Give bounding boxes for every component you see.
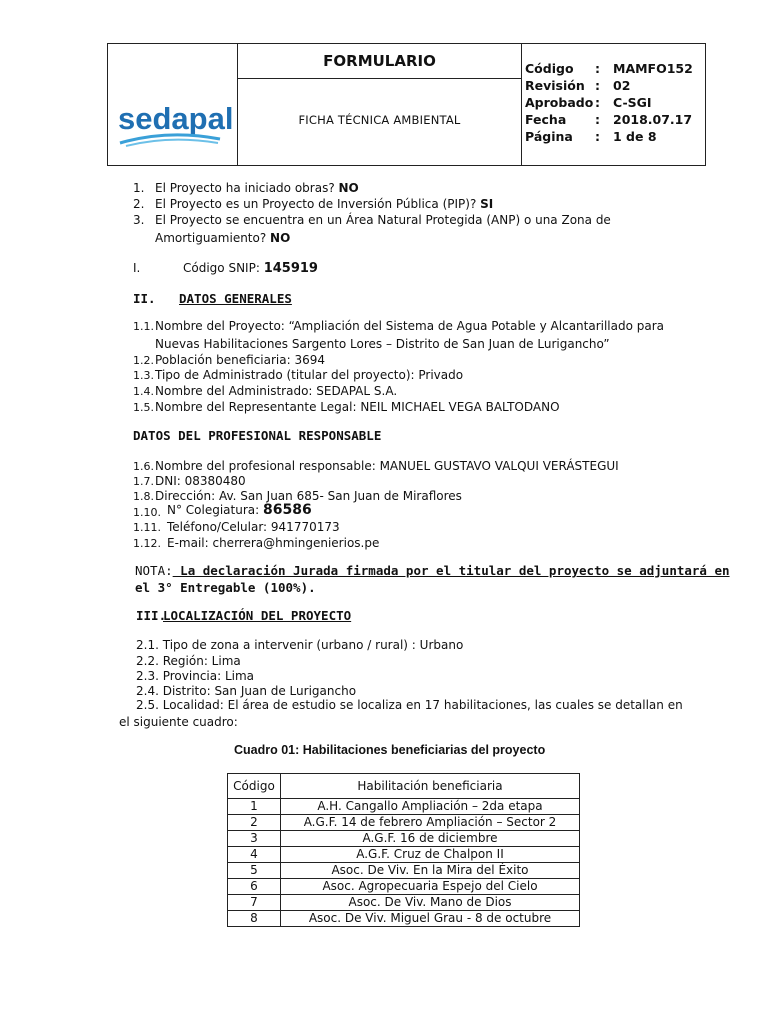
logo-swoosh-icon	[118, 131, 223, 147]
item-1-3-num: 1.3.	[133, 369, 154, 382]
table-cell-code: 2	[228, 815, 281, 831]
table-cell-name: A.G.F. 16 de diciembre	[281, 831, 580, 847]
table-row	[228, 847, 580, 863]
question-1-text: El Proyecto ha iniciado obras? NO	[155, 181, 359, 195]
question-2-text: El Proyecto es un Proyecto de Inversión Pública (PIP)? SI	[155, 197, 494, 211]
item-2-1: 2.1. Tipo de zona a intervenir (urbano / rural) : Urbano	[136, 638, 464, 652]
snip-line: Código SNIP: 145919	[183, 261, 318, 276]
cuadro-caption: Cuadro 01: Habilitaciones beneficiarias del proyecto	[234, 743, 546, 757]
table-row	[228, 911, 580, 927]
sedapal-logo: sedapal	[118, 101, 234, 136]
table-cell-code: 6	[228, 879, 281, 895]
question-3: 3.	[133, 213, 145, 227]
table-cell-code: 7	[228, 895, 281, 911]
table-cell-code: 4	[228, 847, 281, 863]
item-1-2-num: 1.2.	[133, 354, 154, 367]
table-row	[228, 863, 580, 879]
table-header-habilitacion: Habilitación beneficiaria	[281, 774, 580, 799]
table-header-row	[228, 774, 580, 799]
item-2-2: 2.2. Región: Lima	[136, 654, 241, 668]
item-2-5-cont: el siguiente cuadro:	[119, 715, 238, 729]
item-1-6-text: Nombre del profesional responsable: MANUEL GUSTAVO VALQUI VERÁSTEGUI	[155, 459, 619, 473]
table-row	[228, 831, 580, 847]
item-2-3: 2.3. Provincia: Lima	[136, 669, 255, 683]
nota-line1: NOTA: La declaración Jurada firmada por el titular del proyecto se adjuntará en	[135, 563, 730, 578]
table-cell-name: Asoc. Agropecuaria Espejo del Cielo	[281, 879, 580, 895]
item-1-12-text: E-mail: cherrera@hmingenierios.pe	[167, 536, 380, 550]
item-1-6-num: 1.6.	[133, 460, 154, 473]
question-1: 1.	[133, 181, 145, 195]
item-1-10-text: N° Colegiatura: 86586	[167, 502, 312, 518]
item-2-4: 2.4. Distrito: San Juan de Lurigancho	[136, 684, 357, 698]
table-cell-name: A.H. Cangallo Ampliación – 2da etapa	[281, 799, 580, 815]
item-1-4-num: 1.4.	[133, 385, 154, 398]
item-1-5-num: 1.5.	[133, 401, 154, 414]
item-1-2-text: Población beneficiaria: 3694	[155, 353, 325, 367]
item-1-4-text: Nombre del Administrado: SEDAPAL S.A.	[155, 384, 398, 398]
table-cell-name: Asoc. De Viv. Miguel Grau - 8 de octubre	[281, 911, 580, 927]
section-iii-num: III.	[136, 608, 167, 623]
table-cell-code: 3	[228, 831, 281, 847]
item-1-12-num: 1.12.	[133, 537, 161, 550]
item-1-1-text: Nombre del Proyecto: “Ampliación del Sistema de Agua Potable y Alcantarillado para	[155, 319, 665, 333]
profesional-title: DATOS DEL PROFESIONAL RESPONSABLE	[133, 428, 382, 443]
table-row	[228, 815, 580, 831]
form-subtitle: FICHA TÉCNICA AMBIENTAL	[298, 113, 461, 127]
item-1-3-text: Tipo de Administrado (titular del proyecto): Privado	[155, 368, 464, 382]
form-title: FORMULARIO	[323, 52, 436, 70]
item-1-8-text: Dirección: Av. San Juan 685- San Juan de Miraflores	[155, 489, 462, 503]
question-2: 2.	[133, 197, 145, 211]
snip-num: I.	[133, 261, 141, 275]
nota-line2: el 3° Entregable (100%).	[135, 580, 316, 595]
item-1-1-text-cont: Nuevas Habilitaciones Sargento Lores – Distrito de San Juan de Lurigancho”	[155, 337, 610, 351]
section-iii-title: LOCALIZACIÓN DEL PROYECTO	[163, 608, 352, 623]
item-1-11-text: Teléfono/Celular: 941770173	[167, 520, 340, 534]
section-ii-num: II.	[133, 291, 156, 306]
habilitaciones-table	[227, 773, 580, 927]
table-cell-name: Asoc. De Viv. Mano de Dios	[281, 895, 580, 911]
section-ii-title: DATOS GENERALES	[179, 291, 292, 306]
item-1-10-num: 1.10.	[133, 506, 161, 519]
table-row	[228, 879, 580, 895]
item-1-11-num: 1.11.	[133, 521, 161, 534]
table-cell-code: 1	[228, 799, 281, 815]
table-row	[228, 799, 580, 815]
item-1-8-num: 1.8.	[133, 490, 154, 503]
question-3-text-cont: Amortiguamiento? NO	[155, 231, 291, 245]
table-cell-code: 8	[228, 911, 281, 927]
item-1-7-text: DNI: 08380480	[155, 474, 246, 488]
table-cell-code: 5	[228, 863, 281, 879]
question-3-text: El Proyecto se encuentra en un Área Natural Protegida (ANP) o una Zona de	[155, 213, 611, 227]
item-1-5-text: Nombre del Representante Legal: NEIL MICHAEL VEGA BALTODANO	[155, 400, 560, 414]
table-cell-name: A.G.F. 14 de febrero Ampliación – Sector 2	[281, 815, 580, 831]
table-cell-name: Asoc. De Viv. En la Mira del Éxito	[281, 863, 580, 879]
item-2-5: 2.5. Localidad: El área de estudio se localiza en 17 habilitaciones, las cuales se detallan en	[136, 698, 683, 712]
item-1-7-num: 1.7.	[133, 475, 154, 488]
table-header-codigo: Código	[228, 774, 281, 799]
table-row	[228, 895, 580, 911]
table-cell-name: A.G.F. Cruz de Chalpon II	[281, 847, 580, 863]
item-1-1-num: 1.1.	[133, 320, 154, 333]
